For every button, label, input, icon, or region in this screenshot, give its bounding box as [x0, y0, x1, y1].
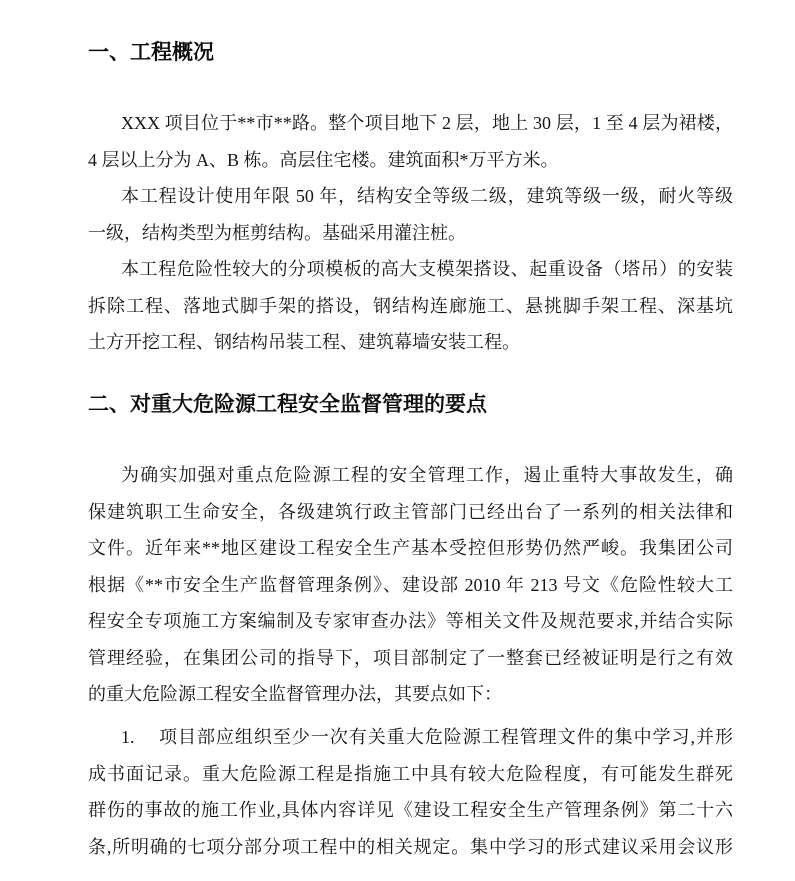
paragraph	[88, 457, 733, 713]
paragraph-line: 一级，结构类型为框剪结构。基础采用灌注桩。	[88, 222, 466, 243]
list-item-text: 项目部应组织至少一次有关重大危险源工程管理文件的集中学习,并形	[158, 727, 733, 747]
paragraph-line: 土方开挖工程、钢结构吊装工程、建筑幕墙安装工程。	[88, 332, 520, 352]
paragraph-line: 根据《**市安全生产监督管理条例》、建设部 2010 年 213 号文《危险性较大工	[88, 574, 733, 595]
paragraph	[88, 251, 733, 361]
paragraph-line: 条,所明确的七项分部分项工程中的相关规定。集中学习的形式建议采用会议形	[88, 836, 733, 857]
paragraph-line: 为确实加强对重点危险源工程的安全管理工作，遏止重特大事故发生，确	[121, 465, 733, 485]
section-heading: 二、对重大危险源工程安全监督管理的要点	[88, 392, 487, 416]
paragraph-line: 成书面记录。重大危险源工程是指施工中具有较大危险程度，有可能发生群死	[88, 763, 733, 784]
list-marker: 1.	[121, 727, 135, 747]
paragraph-line: 的重大危险源工程安全监督管理办法，其要点如下：	[88, 684, 502, 704]
paragraph-line: 程安全专项施工方案编制及专家审查办法》等相关文件及规范要求,并结合实际	[88, 611, 733, 631]
paragraph-line: 保建筑职工生命安全，各级建筑行政主管部门已经出台了一系列的相关法律和	[88, 501, 733, 522]
paragraph-line: 本工程设计使用年限 50 年，结构安全等级二级，建筑等级一级，耐火等级	[121, 186, 733, 206]
paragraph-line: 文件。近年来**地区建设工程安全生产基本受控但形势仍然严峻。我集团公司	[88, 538, 733, 558]
paragraph-line: 4 层以上分为 A、B 栋。高层住宅楼。建筑面积*万平方米。	[88, 149, 559, 170]
paragraph	[88, 178, 733, 251]
paragraph	[88, 105, 733, 178]
paragraph-line	[88, 719, 733, 756]
list-item	[88, 719, 733, 865]
paragraph-line: 群伤的事故的施工作业,具体内容详见《建设工程安全生产管理条例》第二十六	[88, 800, 733, 820]
document-page	[88, 0, 733, 865]
paragraph-line: 拆除工程、落地式脚手架的搭设，钢结构连廊施工、悬挑脚手架工程、深基坑	[88, 295, 733, 316]
paragraph-line: XXX 项目位于**市**路。整个项目地下 2 层，地上 30 层，1 至 4 层为裙楼，	[121, 113, 733, 133]
section-heading: 一、工程概况	[88, 40, 214, 64]
paragraph-line: 本工程危险性较大的分项模板的高大支模架搭设、起重设备（塔吊）的安装	[121, 259, 733, 279]
paragraph-line: 管理经验，在集团公司的指导下，项目部制定了一整套已经被证明是行之有效	[88, 647, 733, 668]
